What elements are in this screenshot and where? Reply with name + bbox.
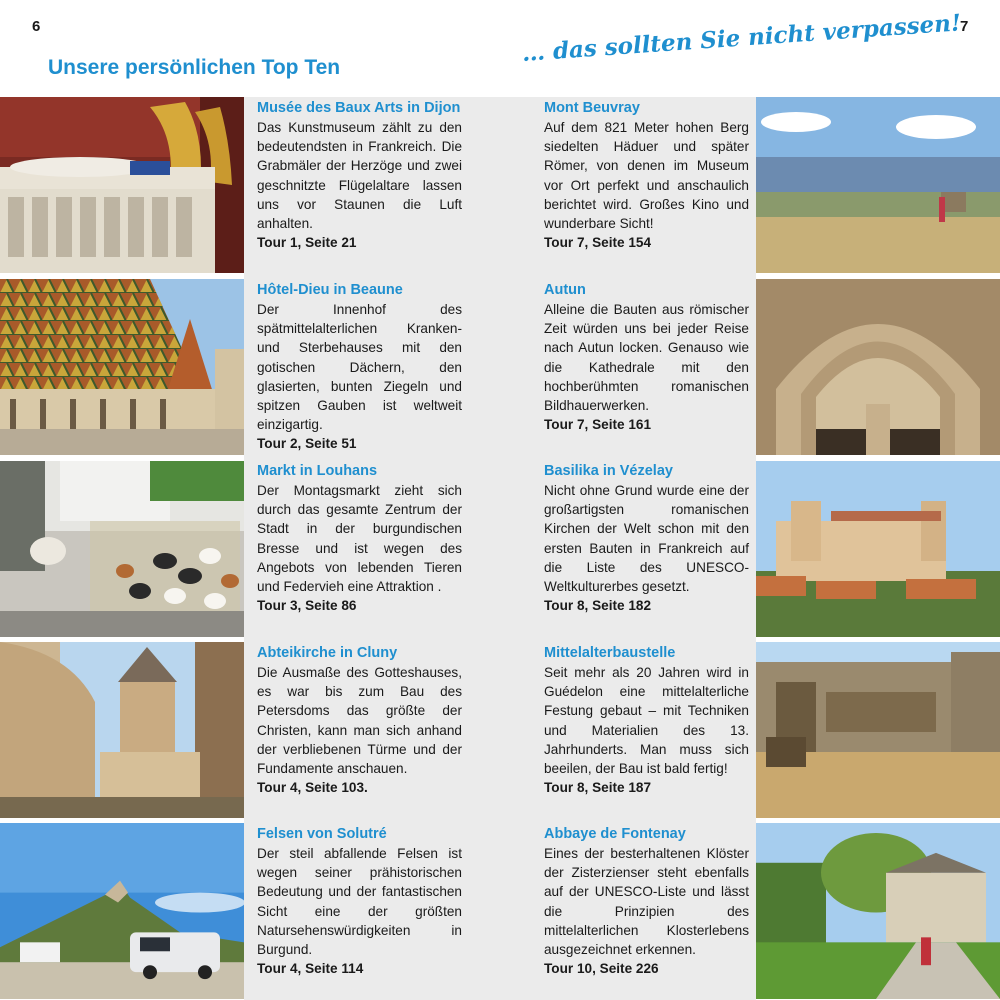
photo-louhans-market: [0, 461, 244, 637]
photo-hotel-dieu-beaune: [0, 279, 244, 455]
entry-fontenay: [544, 825, 749, 978]
entry-title: Markt in Louhans: [257, 463, 378, 479]
entry-title: Felsen von Solutré: [257, 826, 387, 842]
photo-autun-tympanum: [756, 279, 1000, 455]
entry-title: Abteikirche in Cluny: [257, 645, 398, 661]
entry-title: Abbaye de Fontenay: [544, 826, 686, 842]
entry-tour-reference: Tour 10, Seite 226: [544, 961, 659, 977]
entry-louhans: [257, 462, 462, 615]
entry-guedelon: [544, 644, 749, 797]
entry-text: Nicht ohne Grund wurde eine der großartigsten romanischen Kirchen der Welt schon mit den ersten Bauten in Frankreich auf die Liste des UNESCO-Weltkulturerbes gesetzt.: [544, 483, 749, 595]
entry-title: Basilika in Vézelay: [544, 463, 673, 479]
entry-text: Eines der besterhaltenen Klöster der Zisterzienser steht ebenfalls auf der UNESCO-Liste und lässt die Prinzipien des mittelalterlichen Klosterlebens ausgezeichnet erkennen.: [544, 846, 749, 958]
entry-title: Mont Beuvray: [544, 100, 640, 116]
entry-tour-reference: Tour 1, Seite 21: [257, 235, 357, 251]
entry-tour-reference: Tour 8, Seite 182: [544, 598, 652, 614]
heading-top-ten: Unsere persönlichen Top Ten: [48, 56, 341, 79]
photo-mont-beuvray: [756, 97, 1000, 273]
entry-text: Der Montagsmarkt zieht sich durch das gesamte Zentrum der Stadt in der burgundischen Bresse und ist wegen des Angebots von lebenden Tieren und Federvieh eine Attraktion .: [257, 483, 462, 595]
entry-text: Auf dem 821 Meter hohen Berg siedelten Häduer und später Römer, von denen im Museum vor Ort perfekt und anschaulich berichtet wird. Großes Kino und wunderbare Sicht!: [544, 120, 749, 232]
photo-fontenay-abbey: [756, 823, 1000, 999]
page-number-left: 6: [32, 18, 41, 35]
entry-text: Alleine die Bauten aus römischer Zeit würden uns bei jeder Reise nach Autun locken. Genauso wie die Kathedrale mit den hochberühmten romanischen Bildhauerwerken.: [544, 302, 749, 414]
entry-title: Mittelalterbaustelle: [544, 645, 676, 661]
entry-title: Hôtel-Dieu in Beaune: [257, 282, 403, 298]
entry-tour-reference: Tour 7, Seite 161: [544, 417, 652, 433]
entry-text: Der Innenhof des spätmittelalterlichen Kranken- und Sterbehauses mit den gotischen Dächern, den glasierten, bunten Ziegeln und spitzen Gauben ist weltweit einzigartig.: [257, 302, 462, 433]
entry-tour-reference: Tour 3, Seite 86: [257, 598, 357, 614]
entry-cluny: [257, 644, 462, 797]
entry-tour-reference: Tour 7, Seite 154: [544, 235, 652, 251]
entry-tour-reference: Tour 4, Seite 103.: [257, 780, 368, 796]
entry-solutre: [257, 825, 462, 978]
entry-text: Seit mehr als 20 Jahren wird in Guédelon eine mittelalterliche Festung gebaut – mit Techniken und Materialien des 13. Jahrhunderts. Man muss sich beeilen, der Bau ist bald fertig!: [544, 665, 749, 777]
page-number-right: 7: [960, 18, 969, 35]
entry-title: Musée des Baux Arts in Dijon: [257, 100, 461, 116]
entry-tour-reference: Tour 8, Seite 187: [544, 780, 652, 796]
entry-beaune: [257, 281, 462, 454]
entry-text: Der steil abfallende Felsen ist wegen seiner prähistorischen Bedeutung und der fantastischen Sicht eine der größten Natursehenswürdigkeiten in Burgund.: [257, 846, 462, 958]
entry-vezelay: [544, 462, 749, 615]
photo-solutre-rock: [0, 823, 244, 999]
photo-cluny-abbey: [0, 642, 244, 818]
photo-guedelon-castle: [756, 642, 1000, 818]
entry-title: Autun: [544, 282, 586, 298]
entry-tour-reference: Tour 2, Seite 51: [257, 436, 357, 452]
entry-dijon: [257, 99, 462, 252]
entry-autun: [544, 281, 749, 434]
photo-vezelay-basilica: [756, 461, 1000, 637]
entry-mont-beuvray: [544, 99, 749, 252]
entry-tour-reference: Tour 4, Seite 114: [257, 961, 364, 977]
photo-dijon-museum: [0, 97, 244, 273]
entry-text: Das Kunstmuseum zählt zu den bedeutendsten in Frankreich. Die Grabmäler der Herzöge und zwei geschnitzte Flügelaltare lassen uns vor Staunen die Luft anhalten.: [257, 120, 462, 232]
entry-text: Die Ausmaße des Gotteshauses, es war bis zum Bau des Petersdoms das größte der Christen, kann man sich anhand der verbliebenen Türme und der Fundamente anschauen.: [257, 665, 462, 777]
heading-tagline: … das sollten Sie nicht verpassen!: [521, 9, 962, 67]
